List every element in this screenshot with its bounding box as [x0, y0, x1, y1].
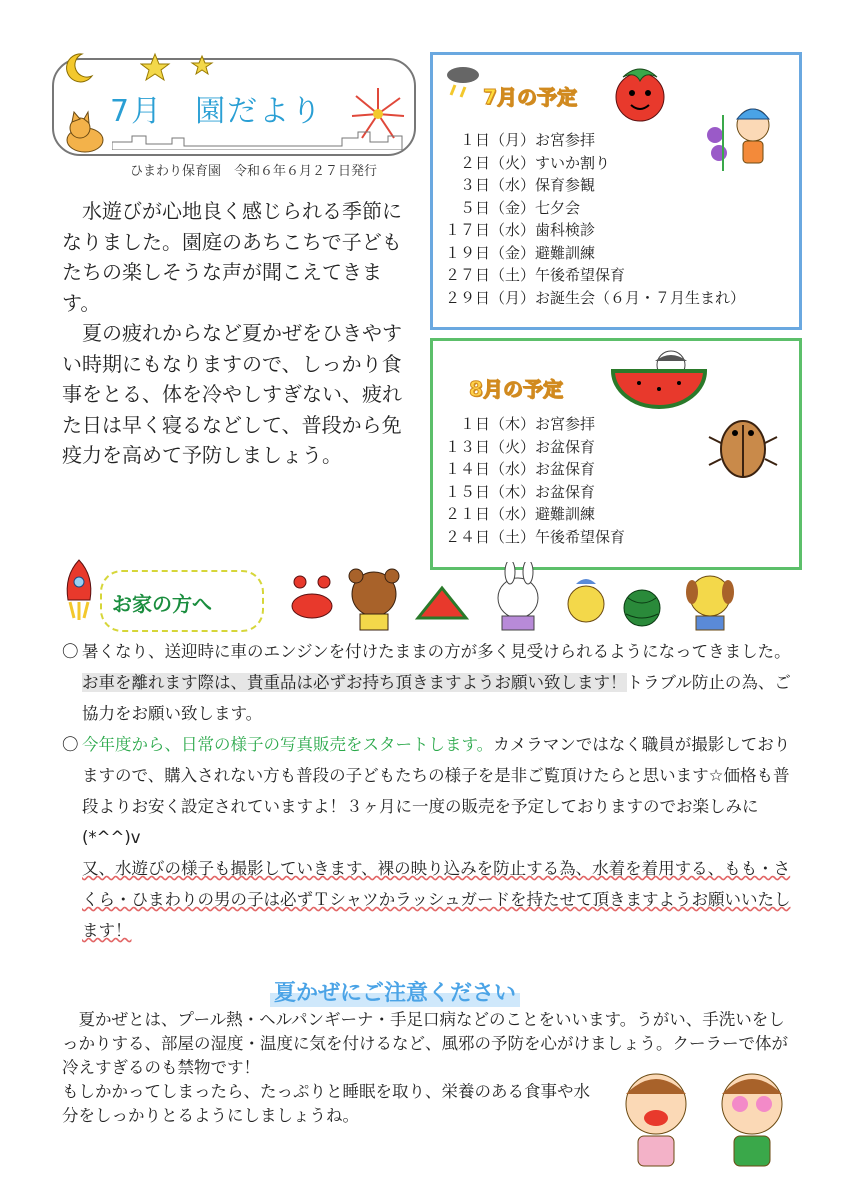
rabbit-icon [498, 562, 538, 630]
sick-girl-icon [604, 1064, 804, 1184]
animal-parade [286, 562, 756, 632]
city-skyline [112, 128, 412, 150]
intro-paragraph-1: 水遊びが心地良く感じられる季節になりました。園庭のあちこちで子どもたちの楽しそうな声が聞こえてきます。 [62, 199, 402, 315]
rain-cloud-icon [443, 61, 483, 101]
summer-cold-title: 夏かぜにご注意ください [270, 976, 520, 1007]
august-schedule-box [430, 338, 802, 570]
notice-green-text: 今年度から、日常の様子の写真販売をスタートします。 [82, 735, 494, 754]
list-item: ２４日（土）午後希望保育 [445, 527, 626, 546]
ball-icon [624, 590, 660, 626]
list-item: １日（月）お宮参拝 [445, 131, 596, 149]
home-notice-body [62, 636, 792, 946]
intro-text [62, 196, 412, 471]
moon-icon [58, 50, 98, 84]
august-title: 8月の予定 [469, 377, 563, 401]
july-schedule-box [430, 52, 802, 330]
beetle-icon [703, 403, 783, 483]
july-schedule-list [445, 129, 745, 309]
list-item: １３日（火）お盆保育 [445, 437, 596, 456]
list-item: ３日（水）保育参観 [445, 176, 596, 194]
list-item: １７日（水）歯科検診 [445, 221, 596, 239]
list-item: １９日（金）避難訓練 [445, 243, 596, 262]
page-title: 7月 園だより [110, 94, 324, 129]
rocket-icon [56, 558, 102, 622]
notice-item-car-engine [62, 636, 792, 729]
list-item: １５日（木）お盆保育 [445, 482, 596, 501]
star-icon [140, 52, 230, 82]
list-item: １日（木）お宮参拝 [445, 415, 596, 433]
list-item: ５日（金）七夕会 [445, 198, 581, 217]
notice-highlight: お車を離れます際は、貴重品は必ずお持ち頂きますようお願い致します！ [82, 673, 627, 692]
notice-text: トラブル防止の為、ご協力をお願い致します。 [82, 673, 791, 723]
list-item: ２９日（月）お誕生会（６月・７月生まれ） [445, 288, 746, 307]
home-section-title: お家の方へ [112, 592, 212, 616]
list-item: ２日（火）すいか割り [445, 153, 611, 172]
notice-text: カメラマンではなく職員が撮影しておりますので、購入されない方も普段の子どもたちの様子を是非ご覧頂けたらと思います☆価格も普段よりお安く設定されていますよ！３ヶ月に一度の販売を予定しておりますのでお楽しみに(*^^)v [82, 735, 791, 847]
notice-text: 暑くなり、送迎時に車のエンジンを付けたままの方が多く見受けられるようになってきました。 [82, 642, 791, 661]
summer-cold-paragraph-1: 夏かぜとは、プール熱・ヘルパンギーナ・手足口病などのことをいいます。うがい、手洗いをしっかりする、部屋の湿度・温度に気を付けるなど、風邪の予防を心がけましょう。クーラーで体が冷えすぎるのも禁物です！ [62, 1010, 788, 1077]
list-item: ２１日（水）避難訓練 [445, 505, 596, 523]
bullet: 〇 [62, 642, 79, 661]
tomato-icon [605, 59, 675, 125]
notice-item-photo-sales [62, 729, 792, 946]
bird-icon [568, 579, 604, 622]
dog-icon [686, 576, 734, 630]
list-item: １４日（水）お盆保育 [445, 460, 596, 478]
july-title: 7月の予定 [483, 85, 577, 109]
august-schedule-list [445, 413, 625, 548]
notice-swim-text: 又、水遊びの様子も撮影していきます、裸の映り込みを防止する為、水着を着用する、もも・さくら・ひまわりの男の子は必ずＴシャツかラッシュガードを持たせて頂きますようお願いいたします！ [82, 859, 791, 940]
bear-icon [349, 569, 399, 630]
watermelon-icon [609, 345, 709, 411]
summer-cold-paragraph-2: もしかかってしまったら、たっぷりと睡眠を取り、栄養のある食事や水分をしっかりとるようにしましょうね。 [62, 1082, 590, 1125]
bullet: 〇 [62, 735, 79, 754]
cat-icon [60, 110, 110, 154]
issuer-line: ひまわり保育園 令和６年６月２７日発行 [130, 164, 378, 179]
crab-icon [292, 576, 332, 618]
list-item: ２７日（土）午後希望保育 [445, 266, 626, 284]
watermelon-slice [418, 588, 466, 618]
intro-paragraph-2: 夏の疲れからなど夏かぜをひきやすい時期にもなりますので、しっかり食事をとる、体を冷やしすぎない、疲れた日は早く寝るなどして、普段から免疫力を高めて予防しましょう。 [62, 321, 402, 467]
